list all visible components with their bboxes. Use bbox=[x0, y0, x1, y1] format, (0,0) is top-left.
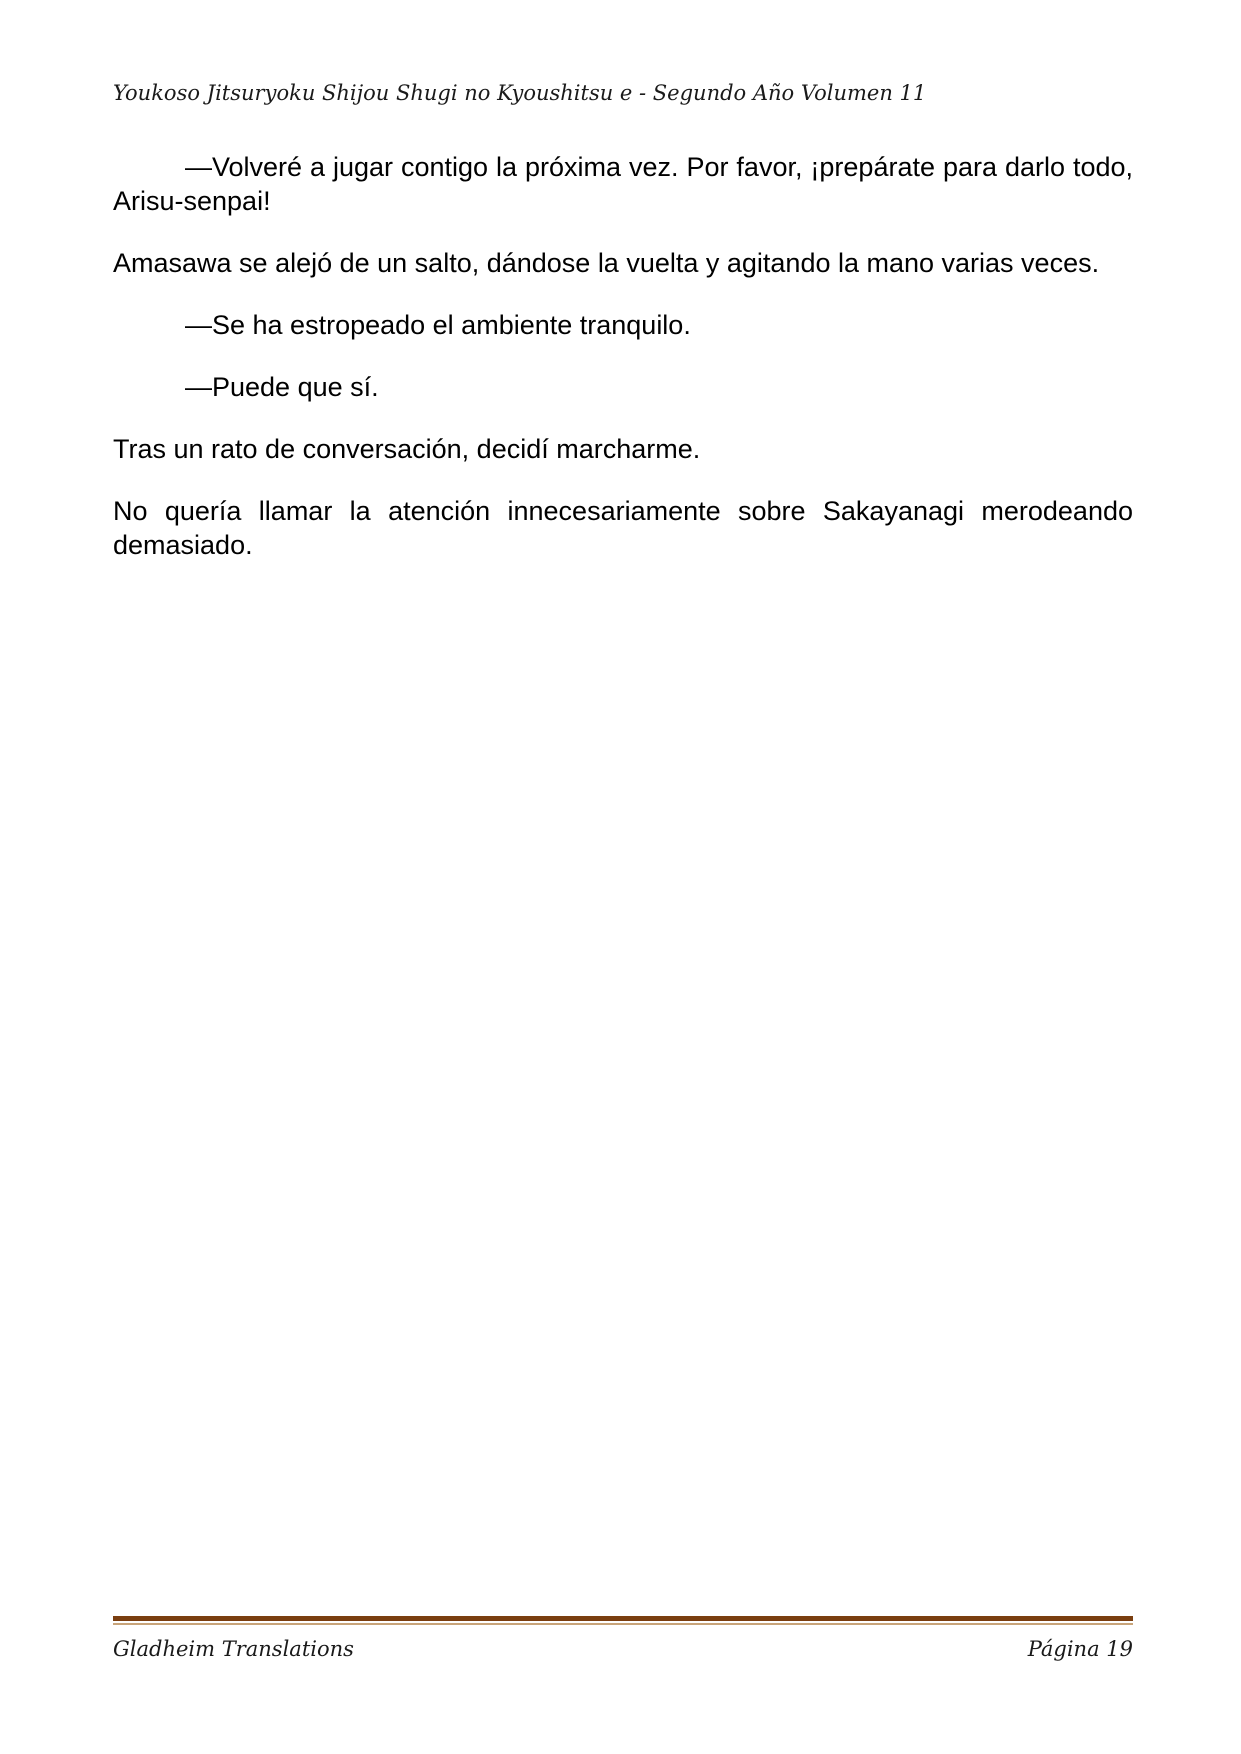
paragraph-dialogue-2: —Se ha estropeado el ambiente tranquilo. bbox=[185, 310, 691, 340]
header-title: Youkoso Jitsuryoku Shijou Shugi no Kyoushitsu e - Segundo Año Volumen 11 bbox=[113, 81, 927, 105]
footer-divider-thick bbox=[113, 1616, 1133, 1621]
paragraph-narration-1: Amasawa se alejó de un salto, dándose la vuelta y agitando la mano varias veces. bbox=[113, 248, 1100, 278]
page-body bbox=[113, 150, 1133, 590]
paragraph-dialogue-3: —Puede que sí. bbox=[185, 372, 379, 402]
footer-divider bbox=[113, 1616, 1133, 1625]
paragraph-dialogue-1: —Volveré a jugar contigo la próxima vez. Por favor, ¡prepárate para darlo todo, Arisu-senpai! bbox=[113, 152, 1133, 216]
page-number: Página 19 bbox=[1027, 1637, 1133, 1661]
paragraph-narration-2: Tras un rato de conversación, decidí marcharme. bbox=[113, 434, 701, 464]
footer-divider-thin bbox=[113, 1623, 1133, 1625]
paragraph-narration-3: No quería llamar la atención innecesariamente sobre Sakayanagi merodeando demasiado. bbox=[113, 496, 1133, 560]
footer-credit: Gladheim Translations bbox=[113, 1637, 354, 1661]
